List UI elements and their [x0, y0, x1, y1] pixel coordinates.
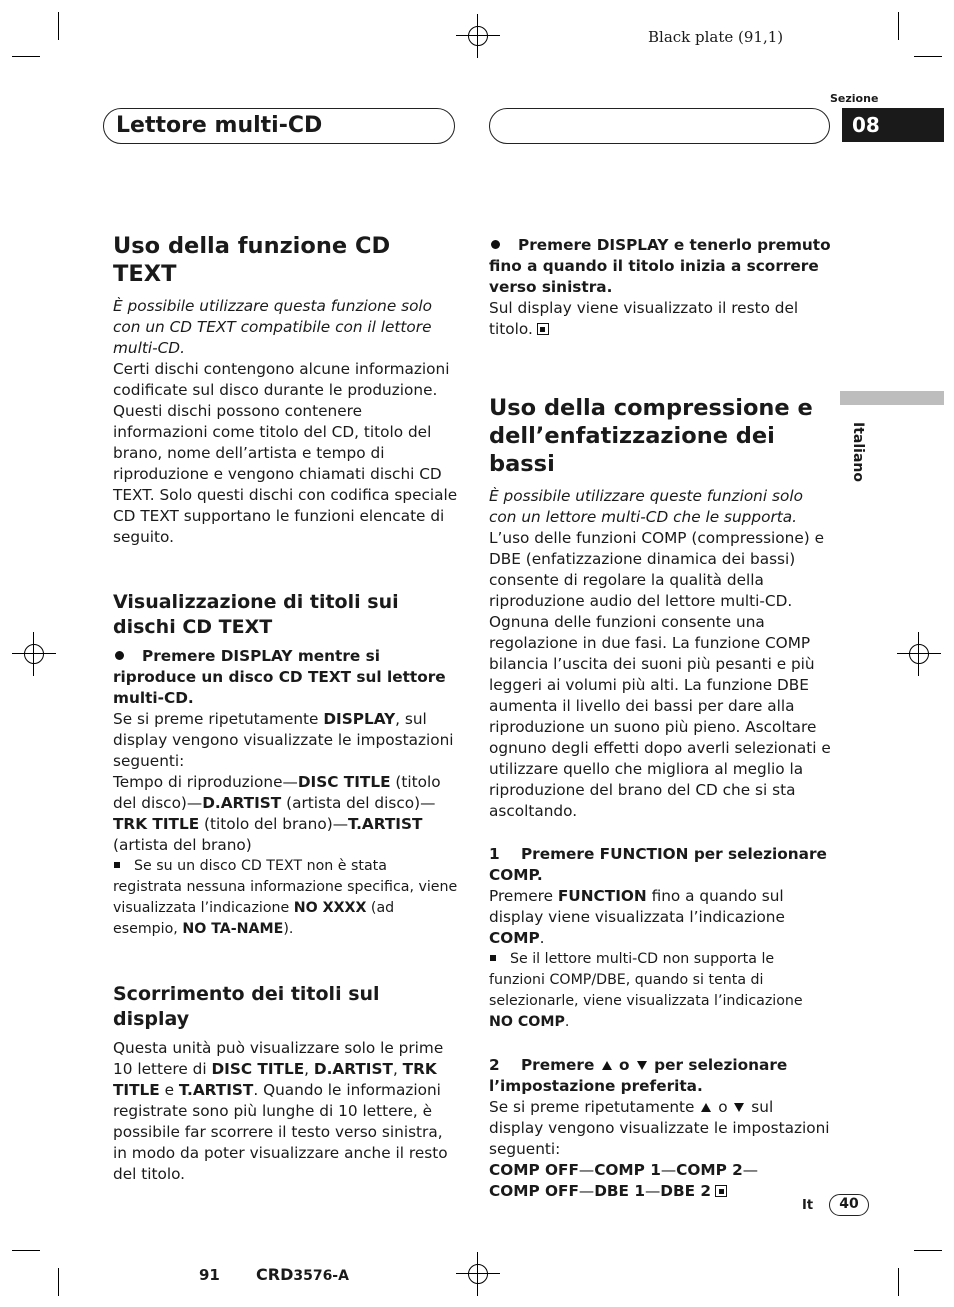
text-bold: NO TA-NAME — [182, 921, 284, 937]
crop-mark — [914, 1250, 942, 1251]
text: o — [613, 1056, 635, 1074]
display-paragraph — [113, 709, 458, 772]
text-bold: DISC TITLE — [211, 1060, 305, 1078]
text-bold: D.ARTIST — [313, 1060, 393, 1078]
text-bold: COMP OFF — [489, 1182, 579, 1200]
section-title: Lettore multi-CD — [116, 113, 323, 138]
down-arrow-icon — [637, 1061, 647, 1070]
text-bold: TRK TITLE — [113, 815, 200, 833]
registration-mark-icon — [12, 632, 56, 676]
end-mark-icon — [537, 323, 549, 335]
text: Sul display viene visualizzato il resto del titolo. — [489, 299, 799, 338]
step-2-body — [489, 1097, 831, 1160]
note-square-icon — [114, 862, 120, 868]
text: Se il lettore multi-CD non supporta le funzioni COMP/DBE, quando si tenta di selezionarle, viene visualizzata l’indicazione — [489, 951, 803, 1009]
dash: — — [660, 1161, 677, 1179]
text: (artista del disco)— — [281, 794, 436, 812]
intro-body: L’uso delle funzioni COMP (compressione) e DBE (enfatizzazione dinamica dei bassi) consente di regolare la qualità della riproduzione audio del lettore multi-CD. Ognuna delle funzioni consente una regolazione in due fasi. La funzione COMP bilancia l’uscita dei suoni più pesanti e più leggeri ai volumi più alti. La funzione DBE aumenta il livello dei bassi per dare alla riproduzione un suono più pieno. Ascoltare ognuno degli effetti dopo averli selezionati e utilizzare quello che migliora al meglio la riproduzione del brano del CD che si sta ascoltando. — [489, 529, 831, 820]
note — [489, 949, 831, 1033]
step-2-title — [489, 1055, 831, 1097]
bullet-icon — [491, 240, 500, 249]
text-bold: T.ARTIST — [178, 1081, 254, 1099]
text-bold: DISPLAY — [323, 710, 396, 728]
step-title: Premere FUNCTION per selezionare COMP. — [489, 845, 827, 884]
comp-sequence-2 — [489, 1181, 831, 1202]
heading-cd-text: Uso della funzione CD TEXT — [113, 233, 391, 287]
bullet-body — [489, 298, 831, 340]
plate-label: Black plate (91,1) — [648, 28, 784, 46]
text: 3576-A — [293, 1268, 349, 1284]
text-bold: NO COMP — [489, 1014, 565, 1030]
text: o — [713, 1098, 733, 1116]
registration-mark-icon — [456, 1252, 500, 1296]
right-column — [489, 235, 831, 1202]
text: , sul display vengono visualizzate le impostazioni seguenti: — [113, 710, 454, 770]
text-bold: DISC TITLE — [297, 773, 391, 791]
text: per selezionare l’impostazione preferita. — [489, 1056, 788, 1095]
text: (titolo del disco)— — [113, 773, 441, 812]
text-bold: TRK TITLE — [113, 1060, 437, 1099]
end-mark-icon — [715, 1185, 727, 1197]
display-sequence — [113, 772, 458, 856]
text: Se si preme ripetutamente — [489, 1098, 700, 1116]
text: . Quando le informazioni registrate sono più lunghe di 10 lettere, è possibile far scorrere il testo verso sinistra, in modo da poter visualizzare anche il resto del titolo. — [113, 1081, 448, 1183]
page-number: 40 — [829, 1194, 869, 1216]
footer-plate-number: 91 — [199, 1266, 220, 1284]
note-square-icon — [490, 955, 496, 961]
text: fino a quando sul display viene visualizzata l’indicazione — [489, 887, 785, 926]
text-bold: T.ARTIST — [348, 815, 423, 833]
text: Premere — [489, 887, 558, 905]
text: CRD — [256, 1265, 294, 1284]
text-bold: NO XXXX — [293, 900, 367, 916]
header-blank-pill — [489, 108, 830, 144]
language-label: Italiano — [850, 422, 866, 482]
intro-italic: È possibile utilizzare questa funzione solo con un CD TEXT compatibile con il lettore multi-CD. — [113, 297, 433, 357]
heading-compression: Uso della compressione e dell’enfatizzazione dei bassi — [489, 395, 813, 477]
dash: — — [742, 1161, 759, 1179]
subheading-titles-display: Visualizzazione di titoli sui dischi CD TEXT — [113, 591, 399, 638]
crop-mark — [58, 12, 59, 40]
crop-mark — [12, 56, 40, 57]
bullet-step — [113, 646, 458, 709]
text: Se si preme ripetutamente — [113, 710, 324, 728]
footer-model — [256, 1265, 349, 1284]
up-arrow-icon — [602, 1061, 612, 1070]
dash: — — [644, 1182, 661, 1200]
crop-mark — [58, 1268, 59, 1296]
step-number: 1 — [489, 845, 500, 863]
crop-mark — [914, 56, 942, 57]
section-label: Sezione — [830, 92, 879, 105]
text-bold: FUNCTION — [557, 887, 647, 905]
text: (titolo del brano)— — [199, 815, 348, 833]
dash: — — [578, 1161, 595, 1179]
crop-mark — [898, 1268, 899, 1296]
text: , — [304, 1060, 314, 1078]
lang-code: It — [802, 1198, 814, 1213]
step-1-title — [489, 844, 831, 886]
language-tab — [840, 391, 944, 405]
text: ). — [283, 921, 294, 937]
text: Tempo di riproduzione— — [113, 773, 298, 791]
comp-sequence-1 — [489, 1160, 831, 1181]
intro-italic: È possibile utilizzare queste funzioni solo con un lettore multi-CD che le supporta. — [489, 487, 803, 526]
text-bold: COMP 1 — [594, 1161, 661, 1179]
left-column — [113, 232, 458, 1185]
section-title-pill — [103, 108, 455, 144]
registration-mark-icon — [897, 632, 941, 676]
text-bold: COMP — [489, 929, 540, 947]
text-bold: COMP 2 — [676, 1161, 743, 1179]
bullet-text: Premere DISPLAY e tenerlo premuto fino a quando il titolo inizia a scorrere verso sinistra. — [489, 236, 831, 296]
text: sul display vengono visualizzate le impostazioni seguenti: — [489, 1098, 830, 1158]
down-arrow-icon — [734, 1103, 744, 1112]
registration-mark-icon — [456, 14, 500, 58]
section-number-box: 08 — [842, 108, 944, 142]
crop-mark — [898, 12, 899, 40]
bullet-step — [489, 235, 831, 298]
text-bold: DBE 1 — [594, 1182, 645, 1200]
dash: — — [578, 1182, 595, 1200]
text: Premere — [520, 1056, 600, 1074]
intro-body: Certi dischi contengono alcune informazioni codificate sul disco durante le produzione. Questi dischi possono contenere informazioni come titolo del CD, titolo del brano, nome dell’artista e tempo di riproduzione e vengono chiamati dischi CD TEXT. Solo questi dischi con codifica speciale CD TEXT supportano le funzioni elencate di seguito. — [113, 360, 458, 546]
text: (ad esempio, — [113, 900, 395, 937]
step-number: 2 — [489, 1056, 500, 1074]
text: Se su un disco CD TEXT non è stata registrata nessuna informazione specifica, viene visualizzata l’indicazione — [113, 858, 458, 916]
text-bold: COMP OFF — [489, 1161, 579, 1179]
text: , — [392, 1060, 403, 1078]
text: e — [159, 1081, 179, 1099]
subheading-scrolling: Scorrimento dei titoli sul display — [113, 983, 380, 1030]
bullet-text: Premere DISPLAY mentre si riproduce un disco CD TEXT sul lettore multi-CD. — [113, 647, 446, 707]
text: . — [539, 929, 545, 947]
text-bold: D.ARTIST — [202, 794, 282, 812]
text: . — [564, 1014, 570, 1030]
bullet-icon — [115, 651, 124, 660]
text: (artista del brano) — [113, 836, 252, 854]
text-bold: DBE 2 — [660, 1182, 712, 1200]
crop-mark — [12, 1250, 40, 1251]
text: Questa unità può visualizzare solo le prime 10 lettere di — [113, 1039, 444, 1078]
note — [113, 856, 458, 940]
scroll-paragraph — [113, 1038, 458, 1185]
up-arrow-icon — [701, 1103, 711, 1112]
step-1-body — [489, 886, 831, 949]
